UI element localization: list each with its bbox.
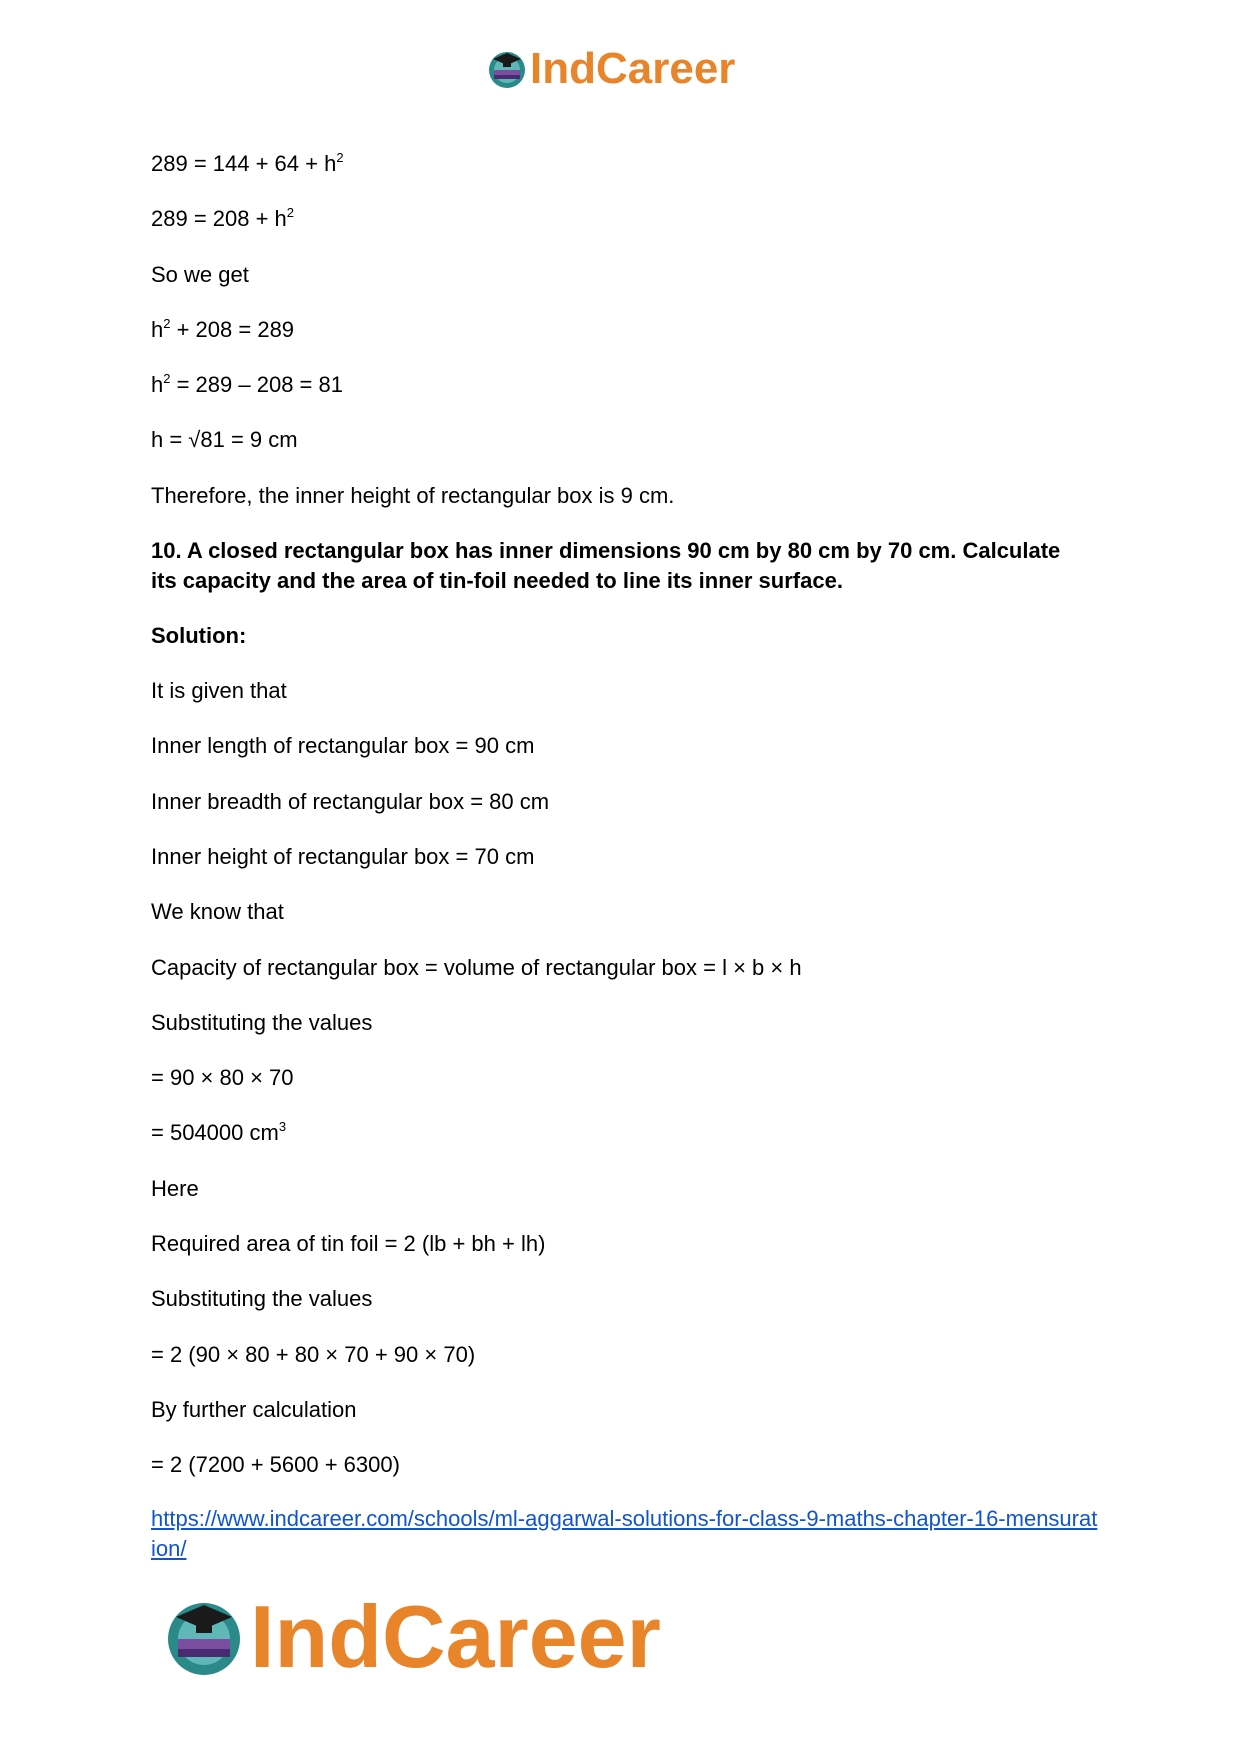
logo-text: IndCareer [250,1587,661,1686]
equation-line: h = √81 = 9 cm [151,427,298,452]
graduation-book-icon [486,48,528,90]
text-line: We know that [151,899,284,924]
equation-line: $h^2 = 289 - 208 = 81$ [151,371,343,397]
logo-text: IndCareer [530,44,736,93]
conclusion-line: Therefore, the inner height of rectangular box is 9 cm. [151,483,675,508]
text-line: Inner breadth of rectangular box = 80 cm [151,789,550,814]
graduation-book-icon [162,1595,246,1679]
text-line: Inner height of rectangular box = 70 cm [151,844,535,869]
equation-line: $289 = 144 + 64 + h^2$ [151,150,344,176]
equation-line: = 90 × 80 × 70 [151,1065,294,1090]
text-line: By further calculation [151,1397,357,1422]
text-line: Inner length of rectangular box = 90 cm [151,733,535,758]
equation-line: = 2 (90 × 80 + 80 × 70 + 90 × 70) [151,1342,476,1367]
text-line: It is given that [151,678,287,703]
text-line: Capacity of rectangular box = volume of rectangular box = l × b × h [151,955,802,980]
footer-logo[interactable] [162,1586,661,1688]
text-line: Substituting the values [151,1286,373,1311]
solution-heading: Solution: [151,623,247,648]
text-line: So we get [151,262,249,287]
question-10: 10. A closed rectangular box has inner dimensions 90 cm by 80 cm by 70 cm. Calculate its capacity and the area of tin-foil needed to line its inner surface. [151,538,1061,593]
equation-line: = 2 (7200 + 5600 + 6300) [151,1452,400,1477]
text-line: Here [151,1176,199,1201]
equation-line: $h^2 + 208 = 289$ [151,316,295,342]
equation-line: = 504000 $cm^3$ [151,1119,287,1145]
header-logo[interactable] [486,44,735,94]
text-line: Substituting the values [151,1010,373,1035]
text-line: Required area of tin foil = 2 (lb + bh + lh) [151,1231,546,1256]
source-link[interactable]: https://www.indcareer.com/schools/ml-aggarwal-solutions-for-class-9-maths-chapter-16-mensuration/ [151,1506,1098,1561]
equation-line: $289 = 208 + h^2$ [151,205,295,231]
